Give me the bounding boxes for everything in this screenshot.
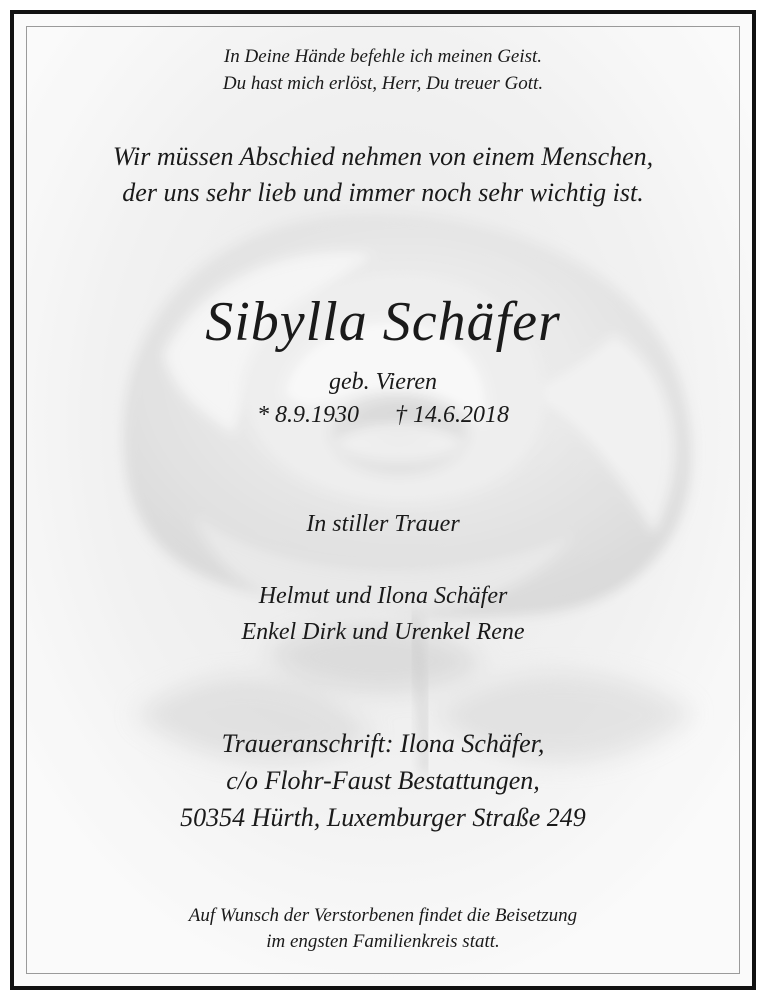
birth-date: * 8.9.1930 — [257, 402, 359, 428]
maiden-name: geb. Vieren — [329, 369, 437, 395]
footer-line-1: Auf Wunsch der Verstorbenen findet die Beisetzung — [188, 905, 578, 926]
mourning-phrase: In stiller Trauer — [306, 511, 460, 537]
address-line-1: Traueranschrift: Ilona Schäfer, — [221, 729, 545, 758]
footer-line-2: im engsten Familienkreis statt. — [266, 931, 500, 952]
obituary-frame — [10, 10, 756, 990]
life-dates — [14, 400, 752, 430]
mourner-line-2: Enkel Dirk und Urenkel Rene — [241, 619, 525, 645]
death-date: † 14.6.2018 — [395, 402, 509, 428]
intro-line-1: Wir müssen Abschied nehmen von einem Menschen, — [112, 142, 654, 171]
deceased-name: Sibylla Schäfer — [205, 291, 561, 353]
verse-line-2: Du hast mich erlöst, Herr, Du treuer Gott. — [222, 73, 544, 94]
address-line-2: c/o Flohr-Faust Bestattungen, — [226, 766, 540, 795]
address-line-3: 50354 Hürth, Luxemburger Straße 249 — [180, 803, 586, 832]
intro-line-2: der uns sehr lieb und immer noch sehr wichtig ist. — [122, 178, 644, 207]
verse-line-1: In Deine Hände befehle ich meinen Geist. — [223, 46, 543, 67]
mourner-line-1: Helmut und Ilona Schäfer — [258, 583, 508, 609]
